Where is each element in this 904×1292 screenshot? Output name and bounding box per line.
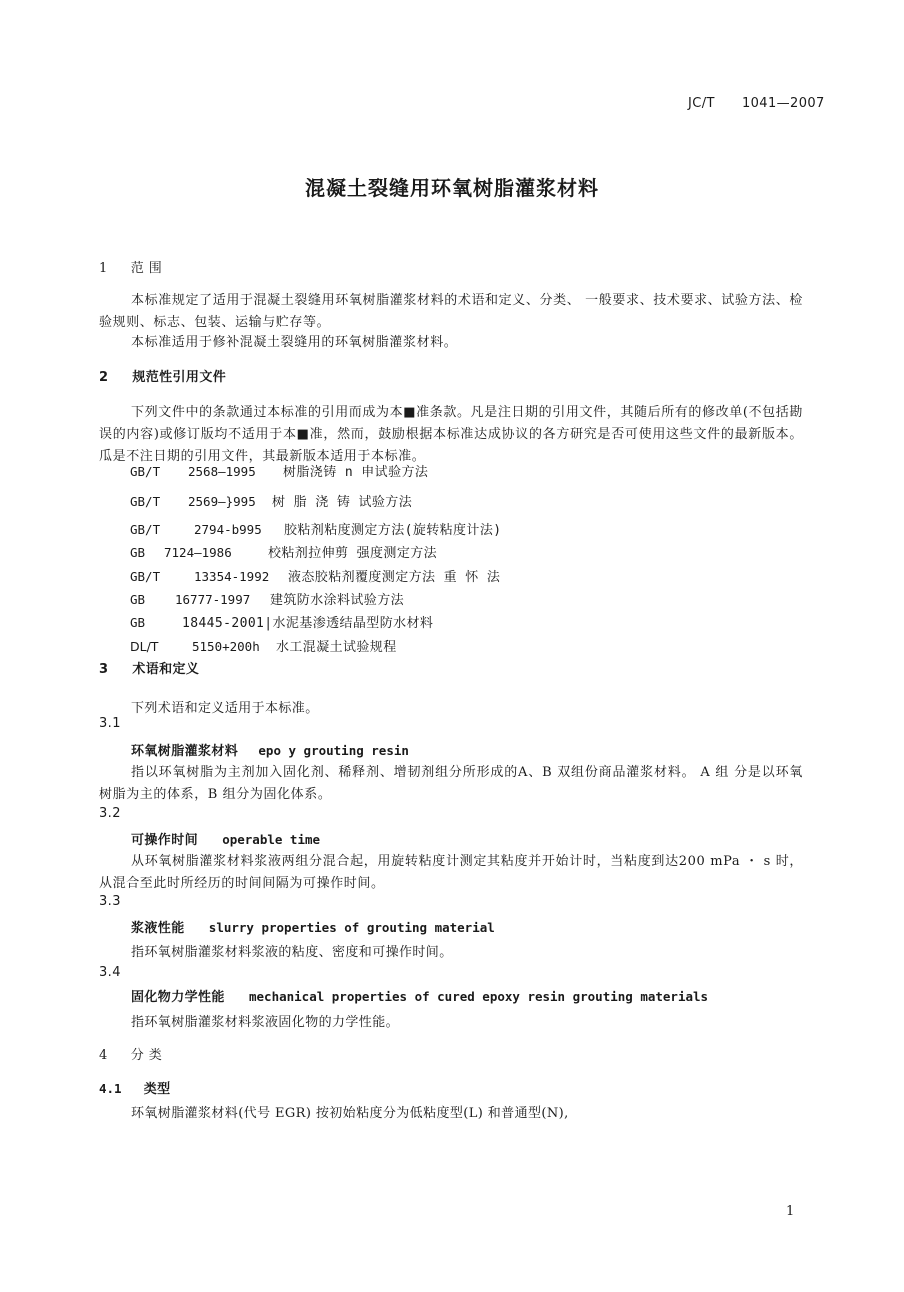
section-number: 4 [99, 1048, 108, 1063]
standard-number: 1041—2007 [741, 96, 825, 111]
section-number: 1 [99, 261, 108, 276]
reference-item [130, 636, 397, 655]
ref-title: 校粘剂拉伸剪 强度测定方法 [268, 546, 438, 561]
ref-title: 树脂浇铸 n 申试验方法 [283, 465, 429, 480]
section-1-heading [99, 257, 162, 276]
section-title: 范 围 [130, 261, 163, 276]
ref-code: GB/T [130, 522, 161, 537]
ref-number: 13354-1992 [194, 569, 270, 584]
section-3-intro: 下列术语和定义适用于本标准。 [131, 701, 319, 716]
section-title: 规范性引用文件 [132, 370, 227, 385]
term-heading [131, 740, 409, 759]
subsection-paragraph: 环氧树脂灌浆材料(代号 EGR) 按初始粘度分为低粘度型(L) 和普通型(N), [131, 1106, 569, 1121]
ref-code: GB [130, 615, 146, 630]
standard-code-prefix: JC/T [688, 96, 715, 111]
section-number: 2 [99, 370, 109, 385]
ref-number: 16777-1997 [175, 592, 251, 607]
term-definition: 指环氧树脂灌浆材料浆液的粘度、密度和可操作时间。 [131, 945, 453, 960]
ref-number: 2568—1995 [188, 464, 256, 479]
ref-title: 液态胶粘剂覆度测定方法 重 怀 法 [288, 570, 501, 585]
section-2-paragraph: 下列文件中的条款通过本标准的引用而成为本■准条款。凡是注日期的引用文件，其随后所有的修改单(不包括勘误的内容)或修订版均不适用于本■准，然而，鼓励根据本标准达成协议的各方研究是否可使用这些文件的最新版本。瓜是不注日期的引用文件，其最新版本适用于本标准。 [99, 405, 803, 464]
reference-item [130, 612, 433, 631]
section-title: 分 类 [130, 1048, 163, 1063]
term-number: 3.1 [99, 716, 121, 731]
section-4-heading [99, 1044, 162, 1063]
term-heading [131, 986, 708, 1005]
ref-code: GB/T [130, 494, 161, 509]
term-number: 3.4 [99, 965, 121, 980]
reference-item [130, 461, 428, 480]
term-definition: 指环氧树脂灌浆材料浆液固化物的力学性能。 [131, 1015, 400, 1030]
ref-code: GB [130, 545, 146, 560]
standard-code [688, 96, 825, 111]
subsection-title: 类型 [143, 1082, 171, 1097]
section-1-paragraph-1: 本标准规定了适用于混凝土裂缝用环氧树脂灌浆材料的术语和定义、分类、 一般要求、技术要求、试验方法、检验规则、标志、包装、运输与贮存等。 [99, 293, 803, 330]
document-title: 混凝土裂缝用环氧树脂灌浆材料 [305, 176, 599, 200]
ref-title: 胶粘剂粘度测定方法(旋转粘度计法) [284, 523, 502, 538]
term-number: 3.3 [99, 894, 121, 909]
term-definition: 从环氧树脂灌浆材料浆液两组分混合起，用旋转粘度计测定其粘度并开始计时，当粘度到达200 mPa ・ s 时，从混合至此时所经历的时间间隔为可操作时间。 [99, 854, 803, 891]
ref-code: DL/T [130, 639, 159, 654]
ref-code: GB/T [130, 464, 161, 479]
term-name: 固化物力学性能 [131, 990, 225, 1005]
section-3-heading [99, 658, 199, 677]
ref-code: GB/T [130, 569, 161, 584]
subsection-heading [99, 1078, 171, 1097]
ref-number: 7124—1986 [164, 545, 232, 560]
reference-item [130, 542, 437, 561]
section-number: 3 [99, 662, 109, 677]
term-name: 浆液性能 [131, 921, 185, 936]
term-english: mechanical properties of cured epoxy resin grouting materials [249, 989, 709, 1004]
term-number: 3.2 [99, 806, 121, 821]
reference-item [130, 491, 412, 510]
term-name: 可操作时间 [131, 833, 199, 848]
reference-item [130, 589, 404, 608]
page-number: 1 [786, 1204, 795, 1219]
ref-number: 5150+200h [192, 639, 260, 654]
term-heading [131, 917, 495, 936]
ref-number: 18445-2001|水泥基渗透结晶型防水材料 [182, 616, 434, 631]
section-title: 术语和定义 [132, 662, 200, 677]
subsection-number: 4.1 [99, 1081, 122, 1096]
term-definition: 指以环氧树脂为主剂加入固化剂、稀释剂、增韧剂组分所形成的A、B 双组份商品灌浆材料。 A 组 分是以环氧树脂为主的体系，B 组分为固化体系。 [99, 765, 803, 802]
ref-number: 2794-b995 [194, 522, 262, 537]
ref-title: 建筑防水涂料试验方法 [270, 593, 405, 608]
ref-number: 2569—}995 [188, 494, 256, 509]
ref-title: 水工混凝土试验规程 [276, 640, 397, 655]
section-1-paragraph-2: 本标准适用于修补混凝土裂缝用的环氧树脂灌浆材料。 [131, 335, 458, 350]
ref-code: GB [130, 592, 146, 607]
term-heading [131, 829, 320, 848]
reference-item [130, 566, 500, 585]
ref-title: 树 脂 浇 铸 试验方法 [272, 495, 413, 510]
section-2-heading [99, 366, 226, 385]
term-name: 环氧树脂灌浆材料 [131, 744, 239, 759]
reference-item [130, 519, 501, 538]
term-english: operable time [222, 832, 321, 847]
term-english: epo y grouting resin [258, 743, 409, 758]
term-english: slurry properties of grouting material [208, 920, 495, 935]
